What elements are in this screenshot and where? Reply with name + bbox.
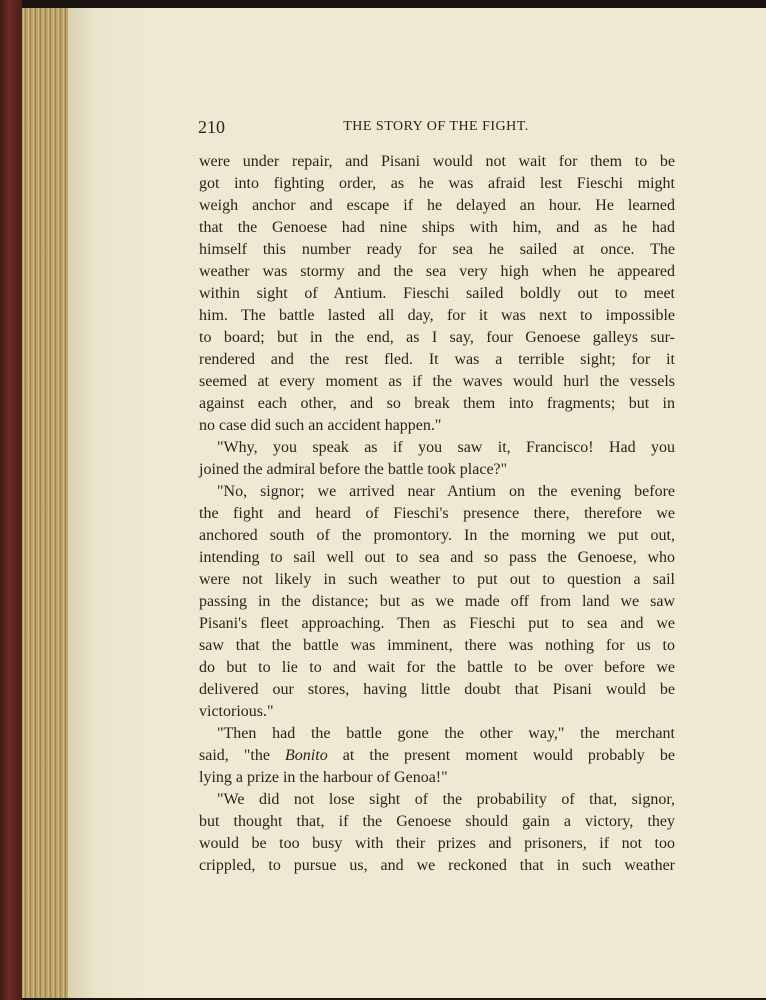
text-line: "No, signor; we arrived near Antium on the evening before [217,483,675,500]
text-line: joined the admiral before the battle took place?" [199,461,508,478]
text-line: but thought that, if the Genoese should gain a victory, they [199,813,675,830]
text-line: himself this number ready for sea he sailed at once. The [199,241,675,258]
book-cover-edge [0,0,22,1000]
text-line: "We did not lose sight of the probability of that, signor, [217,791,675,808]
text-line: crippled, to pursue us, and we reckoned that in such weather [199,857,675,874]
text-line: anchored south of the promontory. In the morning we put out, [199,527,675,544]
text-line: that the Genoese had nine ships with him, and as he had [199,219,675,236]
page-number: 210 [198,117,225,137]
body-text [199,151,675,877]
text-line: rendered and the rest fled. It was a terrible sight; for it [199,351,675,368]
text-line: victorious." [199,703,274,720]
text-line: got into fighting order, as he was afraid lest Fieschi might [199,175,675,192]
text-line: would be too busy with their prizes and prisoners, if not too [199,835,675,852]
text-line: to board; but in the end, as I say, four Genoese galleys sur- [199,329,675,346]
text-line: were not likely in such weather to put out to question a sail [199,571,675,588]
text-line: weigh anchor and escape if he delayed an hour. He learned [199,197,675,214]
ship-name: Bonito [285,747,328,764]
text-line: passing in the distance; but as we made off from land we saw [199,593,675,610]
text-line: the fight and heard of Fieschi's presence there, therefore we [199,505,675,522]
text-line: saw that the battle was imminent, there was nothing for us to [199,637,675,654]
page-header [198,117,674,139]
page-edges [22,8,72,998]
text-line: were under repair, and Pisani would not wait for them to be [199,153,675,170]
running-title: THE STORY OF THE FIGHT. [343,119,529,134]
text-line: "Then had the battle gone the other way," the merchant [217,725,675,742]
text-line: delivered our stores, having little doubt that Pisani would be [199,681,675,698]
text-line: no case did such an accident happen." [199,417,442,434]
text-line: do but to lie to and wait for the battle to be over before we [199,659,675,676]
text-line: "Why, you speak as if you saw it, Francisco! Had you [217,439,675,456]
text-line: Pisani's fleet approaching. Then as Fieschi put to sea and we [199,615,675,632]
text-line: intending to sail well out to sea and so pass the Genoese, who [199,549,675,566]
text-line: within sight of Antium. Fieschi sailed boldly out to meet [199,285,675,302]
text-line: him. The battle lasted all day, for it was next to impossible [199,307,675,324]
text-line: lying a prize in the harbour of Genoa!" [199,769,448,786]
text-line: seemed at every moment as if the waves would hurl the vessels [199,373,675,390]
text-line: against each other, and so break them into fragments; but in [199,395,675,412]
text-line: weather was stormy and the sea very high when he appeared [199,263,675,280]
text-line [199,745,675,767]
text-fragment: at the present moment would probably be [327,747,675,764]
text-fragment: said, "the [199,747,286,764]
